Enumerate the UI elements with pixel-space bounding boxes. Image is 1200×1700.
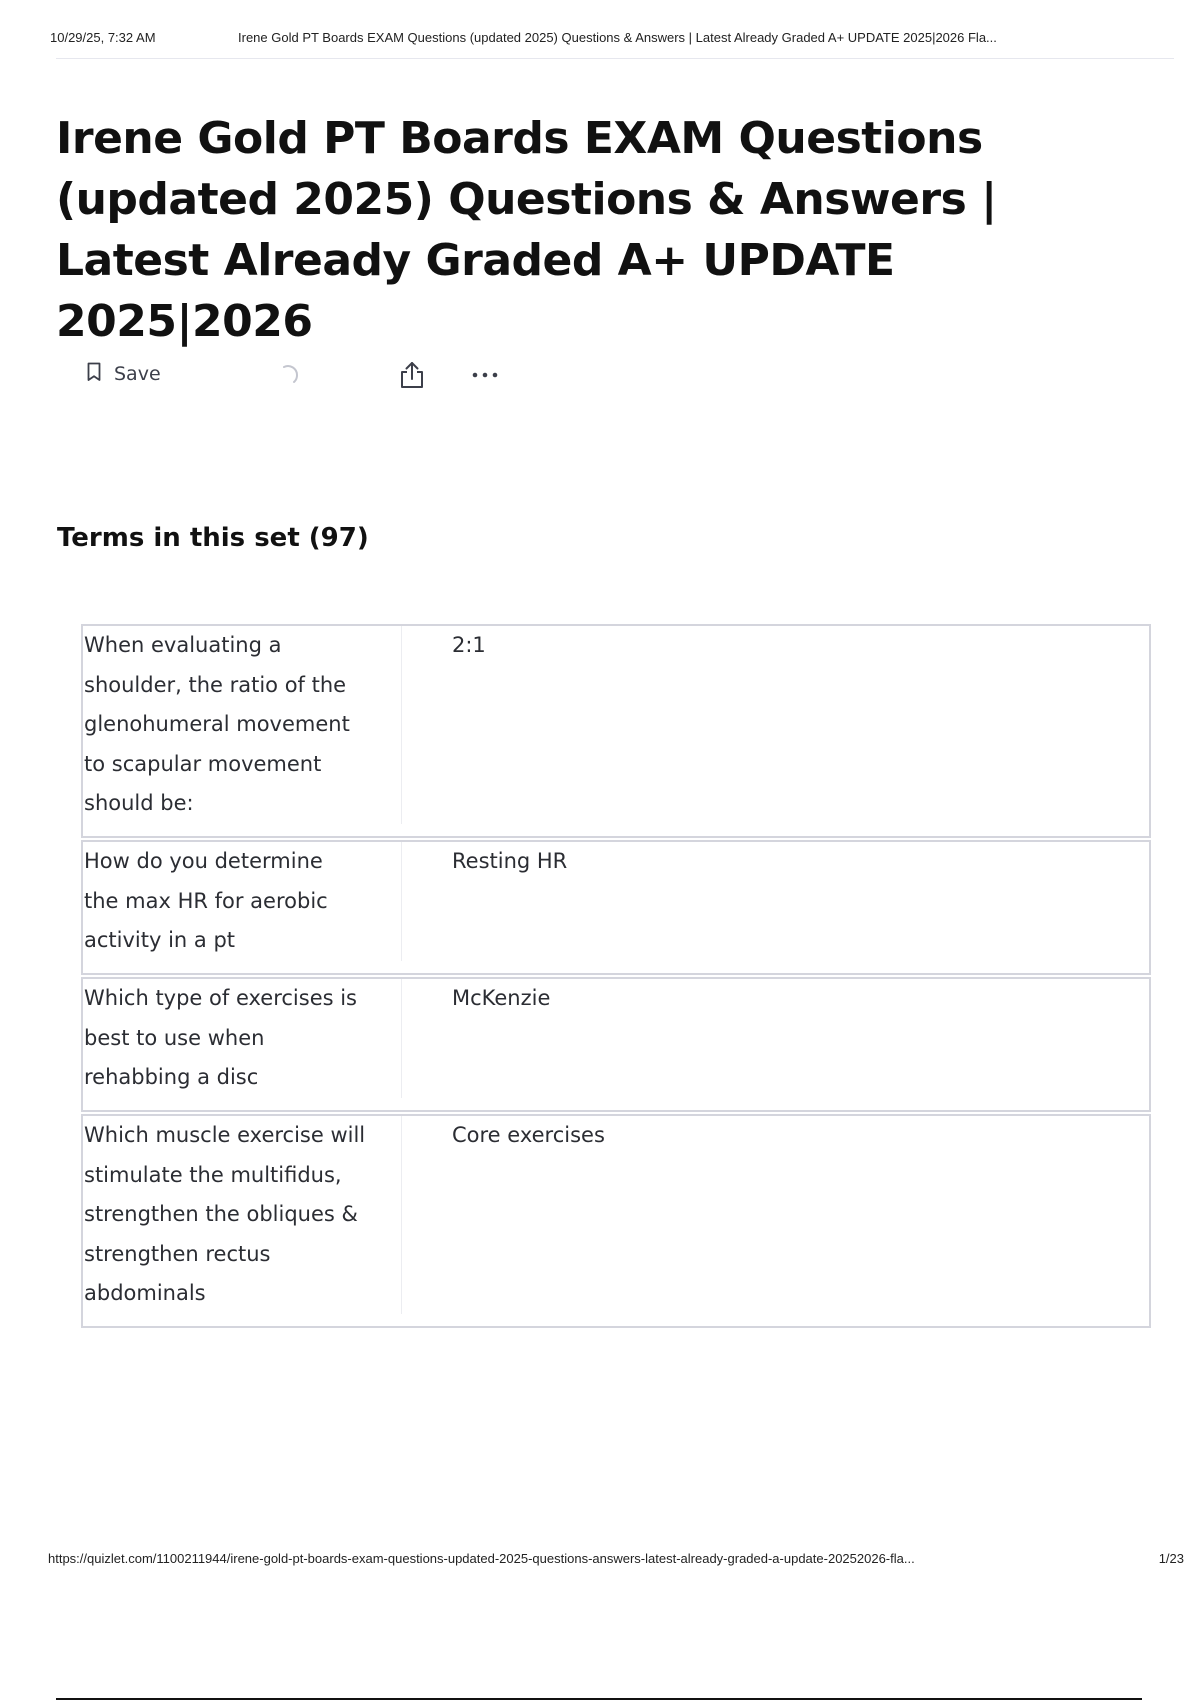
save-button[interactable]: [86, 362, 161, 386]
flashcard-definition: McKenzie: [452, 986, 551, 1010]
flashcard-term: [83, 626, 394, 824]
flashcard-term: [83, 979, 394, 1098]
flashcard: [81, 840, 1151, 975]
flashcard: [81, 624, 1151, 838]
term-line: glenohumeral movement: [84, 712, 350, 736]
print-page-title: Irene Gold PT Boards EXAM Questions (updated 2025) Questions & Answers | Latest Already Graded A+ UPDATE 2025|2026 Fla...: [238, 30, 997, 45]
share-icon[interactable]: [398, 360, 426, 394]
term-line: to scapular movement: [84, 751, 322, 776]
flashcard: [81, 1114, 1151, 1328]
flashcard-definition: Resting HR: [452, 849, 568, 873]
term-line: shoulder, the ratio of the: [84, 672, 347, 697]
print-page-number: 1/23: [1158, 1551, 1184, 1566]
term-line: When evaluating a: [84, 633, 282, 657]
card-divider: [401, 842, 402, 961]
term-line: abdominals: [84, 1281, 206, 1305]
term-line: stimulate the multifidus,: [84, 1162, 342, 1187]
term-line: Which muscle exercise will: [84, 1123, 366, 1147]
more-options-icon[interactable]: [470, 362, 500, 392]
flashcard: [81, 977, 1151, 1112]
flashcard-term: [83, 842, 394, 961]
card-divider: [401, 1116, 402, 1314]
flashcard-term: [83, 1116, 394, 1314]
term-line: rehabbing a disc: [84, 1065, 259, 1089]
header-divider: [56, 58, 1174, 59]
print-url: https://quizlet.com/1100211944/irene-gold-pt-boards-exam-questions-updated-2025-questions-answers-latest-already-graded-a-update-20252026-fla...: [48, 1551, 915, 1566]
term-line: best to use when: [84, 1025, 265, 1050]
card-divider: [401, 626, 402, 824]
save-button-label: Save: [114, 363, 161, 385]
term-line: strengthen the obliques &: [84, 1202, 358, 1226]
term-line: activity in a pt: [84, 928, 236, 952]
term-line: How do you determine: [84, 849, 323, 873]
print-header: [50, 30, 1180, 50]
loading-spinner-icon: [276, 362, 302, 392]
print-timestamp: 10/29/25, 7:32 AM: [50, 30, 156, 45]
print-footer: [48, 1551, 1184, 1571]
flashcard-definition: Core exercises: [452, 1123, 605, 1147]
card-divider: [401, 979, 402, 1098]
terms-count-heading: Terms in this set (97): [57, 523, 369, 553]
flashcard-definition: 2:1: [452, 633, 486, 657]
term-line: the max HR for aerobic: [84, 888, 328, 913]
term-line: should be:: [84, 791, 194, 815]
flashcard-list: [81, 624, 1151, 1330]
term-line: strengthen rectus: [84, 1241, 271, 1266]
set-title: Irene Gold PT Boards EXAM Questions (updated 2025) Questions & Answers | Latest Already Graded A+ UPDATE 2025|2026: [56, 113, 997, 347]
set-toolbar: [86, 360, 546, 392]
bookmark-icon: [86, 362, 102, 386]
term-line: Which type of exercises is: [84, 986, 357, 1010]
